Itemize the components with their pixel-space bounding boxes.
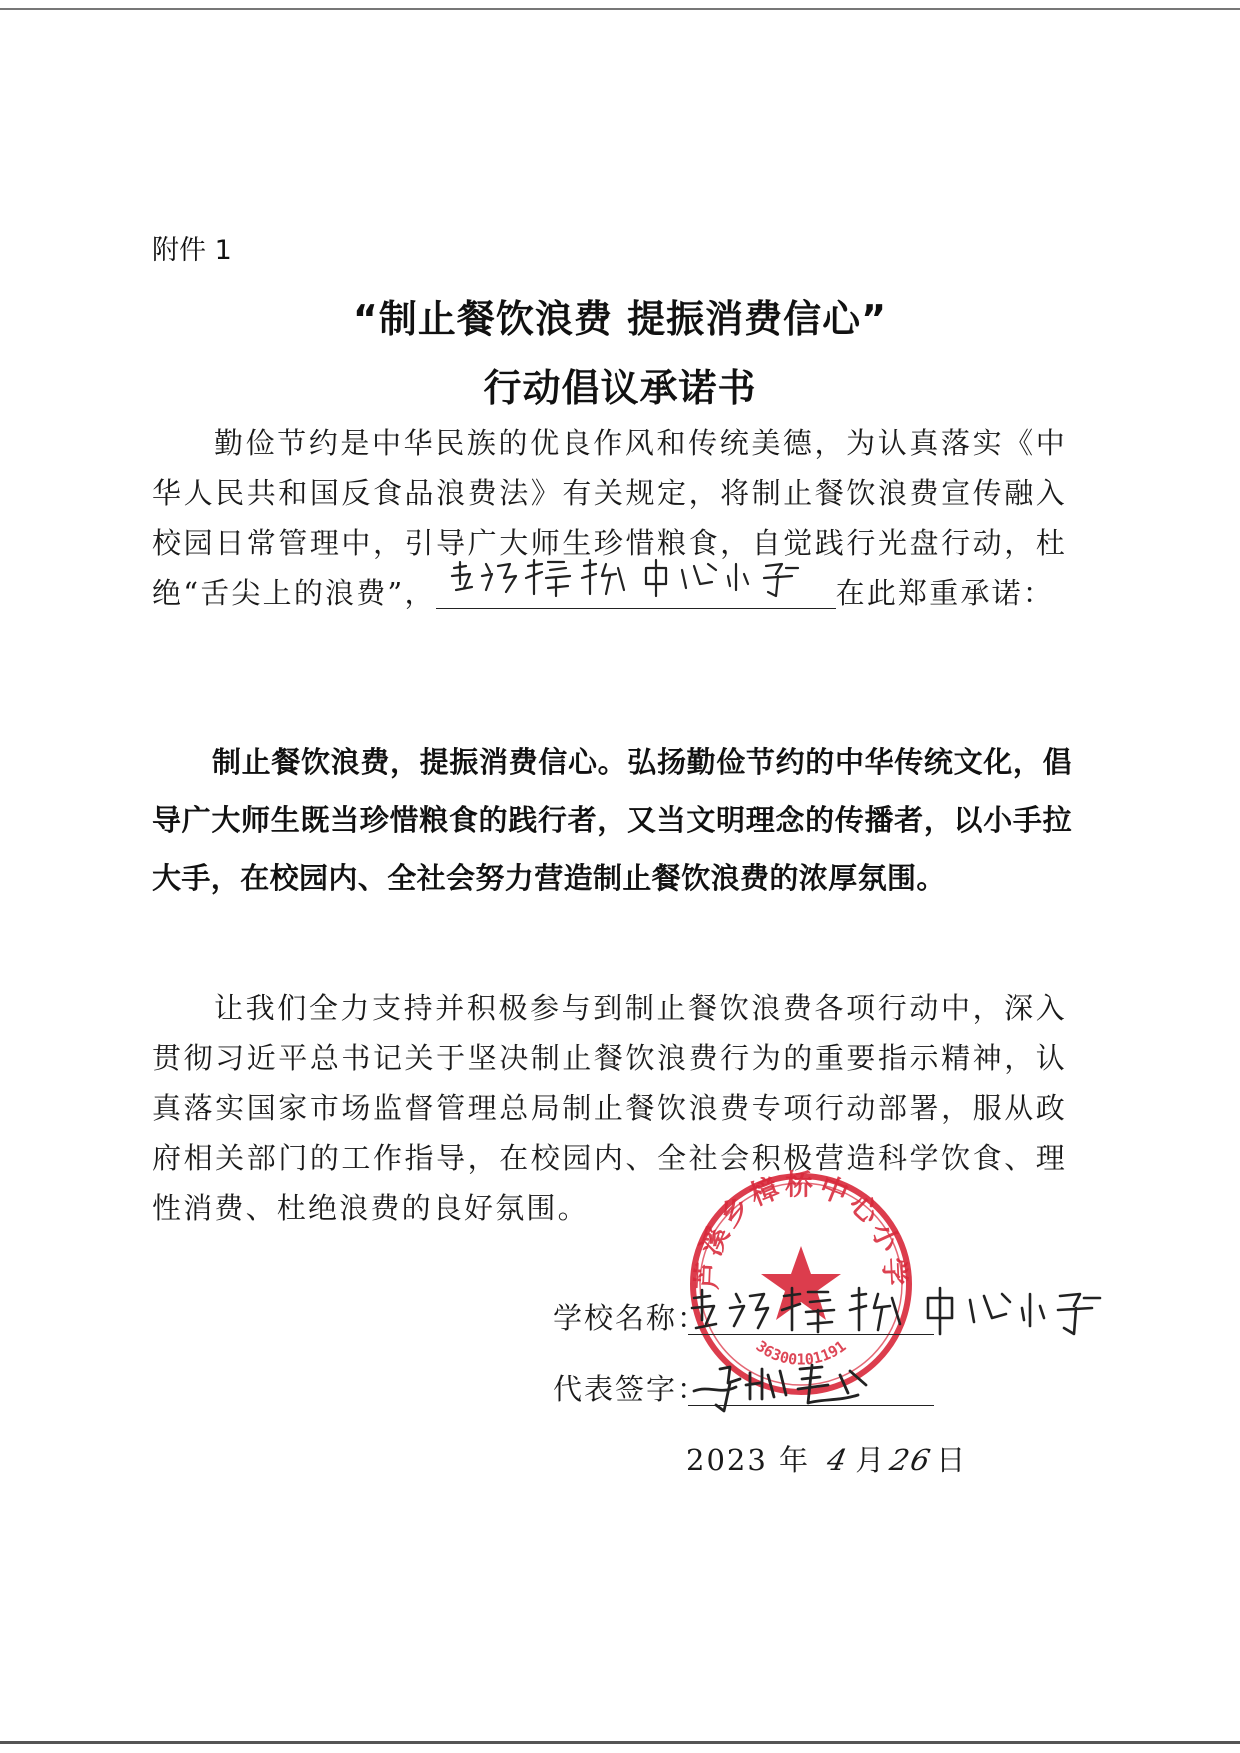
seal-text: 芦溪乡樟桥中心小学 [690, 1168, 912, 1291]
signing-date [686, 1438, 967, 1479]
document-title-line1: “制止餐饮浪费 提振消费信心” [352, 297, 888, 341]
intro-paragraph [152, 418, 1067, 618]
handwritten-representative-signature [690, 1355, 890, 1415]
school-name-label: 学校名称： [553, 1301, 709, 1335]
intro-text-end: 在此郑重承诺： [835, 576, 1055, 610]
handwritten-school-signature [688, 1280, 1108, 1340]
school-name-blank [436, 570, 836, 609]
date-month: 4 [824, 1443, 853, 1477]
date-day-unit: 日 [936, 1443, 968, 1477]
date-year: 2023 [686, 1443, 768, 1477]
intro-text: 勤俭节约是中华民族的优良作风和传统美德，为认真落实《中华人民共和国反食品浪费法》有关规定，将制止餐饮浪费宣传融入校园日常管理中，引导广大师生珍惜粮食，自觉践行光盘行动，杜绝“舌尖上的浪费”， [152, 426, 1067, 610]
pledge-paragraph: 让我们全力支持并积极参与到制止餐饮浪费各项行动中，深入贯彻习近平总书记关于坚决制止餐饮浪费行为的重要指示精神，认真落实国家市场监督管理总局制止餐饮浪费专项行动部署，服从政府相关部门的工作指导，在校园内、全社会积极营造科学饮食、理性消费、杜绝浪费的良好氛围。 [152, 991, 1067, 1225]
scan-top-edge [0, 8, 1240, 10]
date-month-unit: 月 [855, 1443, 887, 1477]
representative-label: 代表签字： [553, 1372, 709, 1406]
document-title-line2: 行动倡议承诺书 [483, 366, 757, 410]
seal-code: 36300101191 [752, 1336, 850, 1369]
date-year-unit: 年 [779, 1443, 811, 1477]
handwritten-school-name [446, 554, 826, 604]
date-day: 26 [887, 1443, 936, 1477]
attachment-label: 附件 1 [152, 235, 232, 266]
commitment-paragraph: 制止餐饮浪费，提振消费信心。弘扬勤俭节约的中华传统文化，倡导广大师生既当珍惜粮食的践行者，又当文明理念的传播者，以小手拉大手，在校园内、全社会努力营造制止餐饮浪费的浓厚氛围。 [152, 745, 1072, 895]
scan-bottom-edge [0, 1741, 1240, 1744]
